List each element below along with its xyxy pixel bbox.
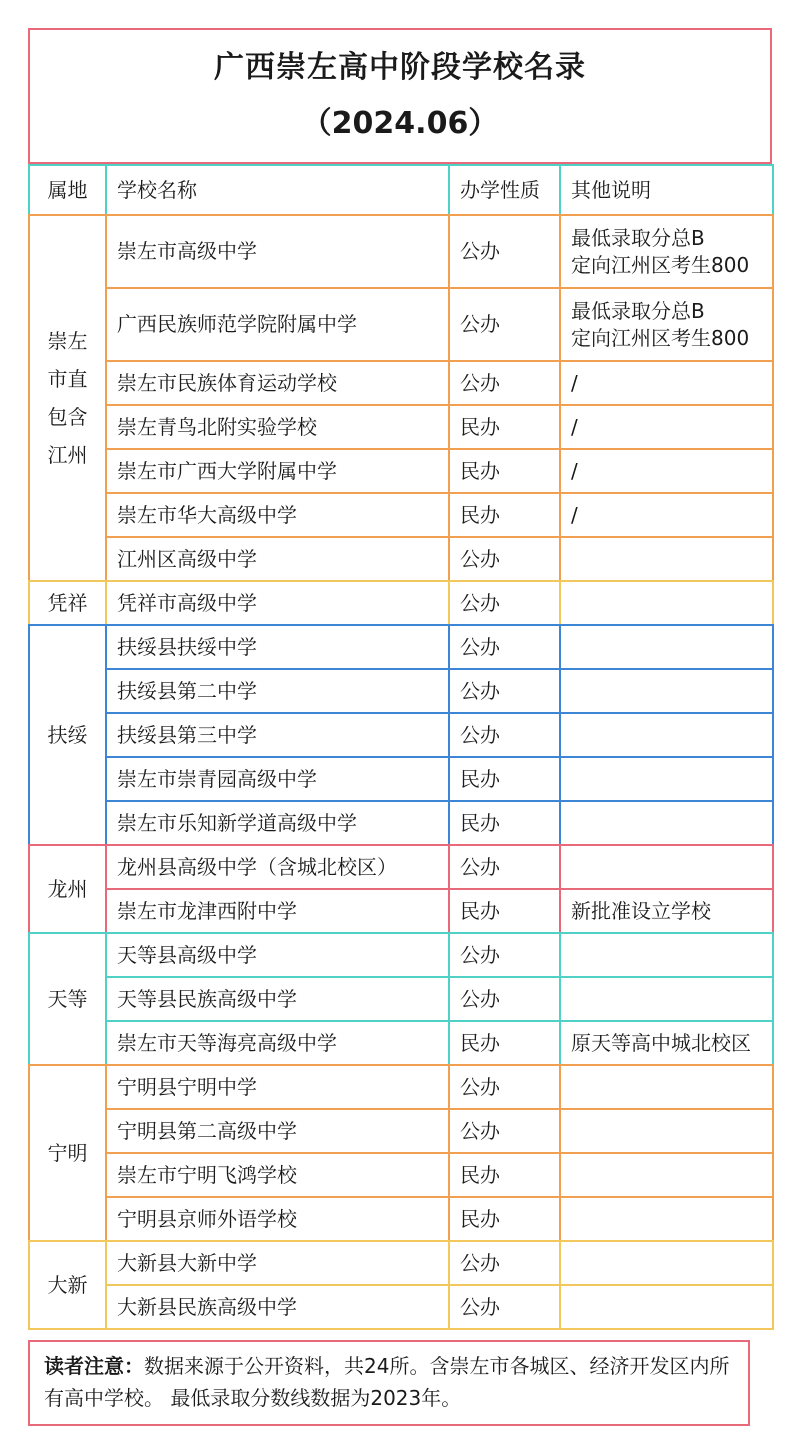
note-line: / xyxy=(571,414,578,439)
region-cell: 凭祥 xyxy=(28,580,107,626)
region-group xyxy=(28,624,772,846)
reader-note xyxy=(28,1340,750,1426)
school-type-cell: 公办 xyxy=(448,932,561,978)
table-header xyxy=(28,164,772,214)
school-name-cell: 扶绥县扶绥中学 xyxy=(105,624,450,670)
note-line: 最低录取分总B xyxy=(571,298,705,323)
school-name-cell: 扶绥县第三中学 xyxy=(105,712,450,758)
notes-cell xyxy=(559,580,774,626)
school-name-cell: 宁明县宁明中学 xyxy=(105,1064,450,1110)
title-box xyxy=(28,28,772,164)
notes-cell xyxy=(559,624,774,670)
school-name-cell: 崇左市高级中学 xyxy=(105,214,450,289)
region-group xyxy=(28,844,772,934)
reader-note-label: 读者注意： xyxy=(44,1354,144,1378)
notes-cell xyxy=(559,492,774,538)
school-name-cell: 天等县高级中学 xyxy=(105,932,450,978)
region-group xyxy=(28,580,772,626)
school-name-cell: 凭祥市高级中学 xyxy=(105,580,450,626)
region-group xyxy=(28,1240,772,1330)
school-type-cell: 民办 xyxy=(448,404,561,450)
notes-cell xyxy=(559,976,774,1022)
notes-cell xyxy=(559,360,774,406)
notes-cell xyxy=(559,1020,774,1066)
school-name-cell: 崇左市崇青园高级中学 xyxy=(105,756,450,802)
note-line: 最低录取分总B xyxy=(571,225,705,250)
school-type-cell: 公办 xyxy=(448,668,561,714)
school-type-cell: 公办 xyxy=(448,536,561,582)
header-region: 属地 xyxy=(28,164,107,216)
school-type-cell: 公办 xyxy=(448,360,561,406)
notes-cell xyxy=(559,800,774,846)
notes-cell xyxy=(559,712,774,758)
note-line: / xyxy=(571,458,578,483)
school-name-cell: 崇左市华大高级中学 xyxy=(105,492,450,538)
school-type-cell: 公办 xyxy=(448,1064,561,1110)
school-type-cell: 公办 xyxy=(448,844,561,890)
school-name-cell: 崇左市天等海亮高级中学 xyxy=(105,1020,450,1066)
notes-cell xyxy=(559,1284,774,1330)
region-group xyxy=(28,214,772,582)
school-name-cell: 宁明县第二高级中学 xyxy=(105,1108,450,1154)
school-type-cell: 民办 xyxy=(448,492,561,538)
header-type: 办学性质 xyxy=(448,164,561,216)
region-cell: 崇左 市直 包含 江州 xyxy=(28,214,107,582)
reader-note-text: 数据来源于公开资料，共24所。含崇左市各城区、经济开发区内所有高中学校。 最低录取分数线数据为2023年。 xyxy=(44,1354,730,1410)
header-notes: 其他说明 xyxy=(559,164,774,216)
notes-cell xyxy=(559,844,774,890)
school-name-cell: 宁明县京师外语学校 xyxy=(105,1196,450,1242)
notes-cell xyxy=(559,1240,774,1286)
school-type-cell: 公办 xyxy=(448,287,561,362)
region-cell: 宁明 xyxy=(28,1064,107,1242)
region-cell: 龙州 xyxy=(28,844,107,934)
school-type-cell: 公办 xyxy=(448,976,561,1022)
school-type-cell: 公办 xyxy=(448,1284,561,1330)
school-name-cell: 崇左青鸟北附实验学校 xyxy=(105,404,450,450)
page-subtitle-date: （2024.06） xyxy=(301,106,499,141)
school-name-cell: 崇左市民族体育运动学校 xyxy=(105,360,450,406)
school-type-cell: 公办 xyxy=(448,624,561,670)
notes-cell xyxy=(559,888,774,934)
notes-cell xyxy=(559,932,774,978)
notes-cell xyxy=(559,756,774,802)
school-type-cell: 民办 xyxy=(448,800,561,846)
school-type-cell: 民办 xyxy=(448,756,561,802)
note-line: 原天等高中城北校区 xyxy=(571,1030,751,1055)
school-name-cell: 崇左市乐知新学道高级中学 xyxy=(105,800,450,846)
school-name-cell: 江州区高级中学 xyxy=(105,536,450,582)
region-group xyxy=(28,1064,772,1242)
page-title: 广西崇左高中阶段学校名录 xyxy=(214,50,586,85)
school-type-cell: 公办 xyxy=(448,214,561,289)
notes-cell xyxy=(559,668,774,714)
region-cell: 天等 xyxy=(28,932,107,1066)
notes-cell xyxy=(559,448,774,494)
note-line: / xyxy=(571,502,578,527)
school-name-cell: 天等县民族高级中学 xyxy=(105,976,450,1022)
school-name-cell: 龙州县高级中学（含城北校区） xyxy=(105,844,450,890)
notes-cell xyxy=(559,1108,774,1154)
school-type-cell: 民办 xyxy=(448,448,561,494)
note-line: / xyxy=(571,370,578,395)
school-name-cell: 广西民族师范学院附属中学 xyxy=(105,287,450,362)
school-type-cell: 公办 xyxy=(448,1108,561,1154)
school-type-cell: 民办 xyxy=(448,1196,561,1242)
school-type-cell: 民办 xyxy=(448,888,561,934)
school-name-cell: 崇左市广西大学附属中学 xyxy=(105,448,450,494)
school-type-cell: 民办 xyxy=(448,1152,561,1198)
school-type-cell: 公办 xyxy=(448,580,561,626)
notes-cell xyxy=(559,1196,774,1242)
notes-cell xyxy=(559,287,774,362)
notes-cell xyxy=(559,214,774,289)
school-name-cell: 崇左市龙津西附中学 xyxy=(105,888,450,934)
school-name-cell: 大新县大新中学 xyxy=(105,1240,450,1286)
school-type-cell: 公办 xyxy=(448,1240,561,1286)
notes-cell xyxy=(559,1152,774,1198)
notes-cell xyxy=(559,404,774,450)
school-type-cell: 民办 xyxy=(448,1020,561,1066)
school-name-cell: 崇左市宁明飞鸿学校 xyxy=(105,1152,450,1198)
note-line: 新批准设立学校 xyxy=(571,898,711,923)
header-school-name: 学校名称 xyxy=(105,164,450,216)
notes-cell xyxy=(559,536,774,582)
region-cell: 扶绥 xyxy=(28,624,107,846)
note-line: 定向江州区考生800 xyxy=(571,252,750,277)
notes-cell xyxy=(559,1064,774,1110)
school-name-cell: 扶绥县第二中学 xyxy=(105,668,450,714)
region-group xyxy=(28,932,772,1066)
school-name-cell: 大新县民族高级中学 xyxy=(105,1284,450,1330)
note-line: 定向江州区考生800 xyxy=(571,325,750,350)
school-type-cell: 公办 xyxy=(448,712,561,758)
region-cell: 大新 xyxy=(28,1240,107,1330)
